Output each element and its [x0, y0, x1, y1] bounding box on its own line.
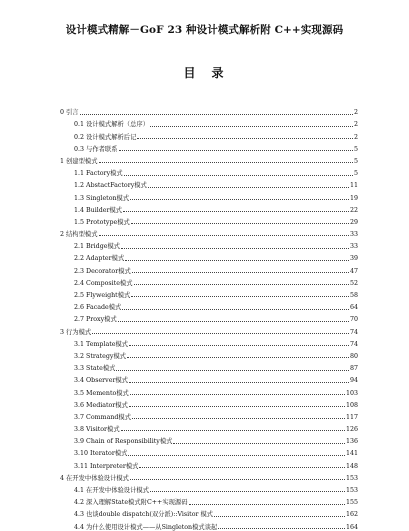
toc-entry-title: 4.3 也谈double dispatch(双分派)::Visitor 模式: [74, 511, 214, 519]
toc-entry-title: 3.9 Chain of Responsibility模式: [74, 438, 173, 446]
toc-dot-leader: [150, 491, 345, 492]
toc-section-entry[interactable]: [60, 177, 358, 189]
toc-dot-leader: [131, 223, 349, 224]
toc-entry-title: 3.10 Iterator模式: [74, 450, 128, 458]
toc-entry-title: 4.1 在开发中体验设计模式: [74, 487, 149, 494]
toc-entry-title: 0.1 设计模式解析（总序）: [74, 121, 149, 129]
toc-page-number: 164: [345, 523, 358, 531]
toc-dot-leader: [131, 296, 349, 297]
toc-entry-title: 4.4 为什么使用设计模式——从Singleton模式谈起: [74, 523, 218, 531]
toc-section-entry[interactable]: [60, 421, 358, 433]
toc-entry-title: 3.7 Command模式: [74, 413, 132, 421]
toc-entry-title: 3 行为模式: [60, 328, 92, 336]
toc-dot-leader: [129, 345, 349, 346]
toc-dot-leader: [134, 284, 349, 285]
toc-section-entry[interactable]: [60, 445, 358, 457]
toc-section-entry[interactable]: [60, 506, 358, 518]
toc-entry-title: 2.2 Adapter模式: [74, 255, 125, 263]
toc-page-number: 5: [353, 145, 358, 153]
toc-dot-leader: [139, 467, 345, 468]
toc-page-number: 22: [349, 206, 358, 214]
toc-dot-leader: [129, 406, 345, 407]
toc-dot-leader: [218, 528, 345, 529]
toc-dot-leader: [129, 382, 349, 383]
toc-page-number: 64: [349, 304, 358, 312]
toc-page-number: 70: [349, 316, 358, 324]
toc-dot-leader: [99, 235, 349, 236]
toc-page-number: 136: [345, 438, 358, 446]
toc-entry-title: 3.2 Strategy模式: [74, 352, 127, 360]
toc-page-number: 29: [349, 218, 358, 226]
toc-dot-leader: [80, 114, 353, 115]
toc-page-number: 52: [349, 279, 358, 287]
toc-chapter-entry[interactable]: [60, 226, 358, 238]
toc-entry-title: 2.7 Proxy模式: [74, 316, 117, 324]
toc-dot-leader: [127, 357, 349, 358]
toc-heading: 目 录: [183, 66, 226, 80]
toc-section-entry[interactable]: [60, 128, 358, 140]
toc-entry-title: 2.1 Bridge模式: [74, 243, 121, 251]
toc-dot-leader: [130, 394, 345, 395]
toc-dot-leader: [130, 199, 349, 200]
toc-entry-title: 3.4 Observer模式: [74, 377, 129, 385]
toc-chapter-entry[interactable]: [60, 153, 358, 165]
toc-section-entry[interactable]: [60, 372, 358, 384]
toc-page-number: 162: [345, 511, 358, 519]
toc-page-number: 33: [349, 243, 358, 251]
toc-section-entry[interactable]: [60, 311, 358, 323]
toc-entry-title: 3.3 State模式: [74, 365, 116, 373]
toc-entry-title: 0.3 与作者联系: [74, 145, 118, 153]
toc-dot-leader: [132, 418, 345, 419]
toc-dot-leader: [92, 333, 349, 334]
toc-page-number: 47: [349, 267, 358, 275]
toc-entry-title: 2.4 Composite模式: [74, 279, 133, 287]
toc-dot-leader: [148, 187, 349, 188]
toc-dot-leader: [116, 370, 349, 371]
toc-section-entry[interactable]: [60, 360, 358, 372]
toc-section-entry[interactable]: [60, 275, 358, 287]
toc-dot-leader: [130, 479, 345, 480]
toc-dot-leader: [121, 248, 349, 249]
toc-chapter-entry[interactable]: [60, 104, 358, 116]
toc-entry-title: 1.3 Singleton模式: [74, 194, 130, 202]
toc-section-entry[interactable]: [60, 299, 358, 311]
toc-section-entry[interactable]: [60, 238, 358, 250]
toc-page-number: 5: [353, 157, 358, 165]
toc-section-entry[interactable]: [60, 165, 358, 177]
toc-section-entry[interactable]: [60, 262, 358, 274]
toc-section-entry[interactable]: [60, 250, 358, 262]
toc-dot-leader: [124, 175, 353, 176]
toc-entry-title: 3.8 Visitor模式: [74, 426, 120, 434]
toc-entry-title: 2 结构型模式: [60, 231, 98, 239]
toc-entry-title: 3.5 Memento模式: [74, 389, 129, 397]
toc-page-number: 74: [349, 328, 358, 336]
toc-section-entry[interactable]: [60, 189, 358, 201]
toc-entry-title: 3.1 Template模式: [74, 340, 129, 348]
toc-section-entry[interactable]: [60, 397, 358, 409]
toc-section-entry[interactable]: [60, 433, 358, 445]
toc-dot-leader: [119, 150, 353, 151]
toc-dot-leader: [189, 504, 345, 505]
toc-page-number: 5: [353, 170, 358, 178]
toc-page-number: 58: [349, 292, 358, 299]
toc-dot-leader: [125, 260, 349, 261]
toc-entry-title: 2.6 Facade模式: [74, 304, 122, 312]
toc-page-number: 87: [349, 365, 358, 373]
table-of-contents: [60, 104, 358, 531]
toc-entry-title: 3.6 Mediator模式: [74, 401, 128, 409]
toc-section-entry[interactable]: [60, 336, 358, 348]
toc-entry-title: 2.3 Decorator模式: [74, 267, 131, 275]
toc-section-entry[interactable]: [60, 457, 358, 469]
toc-page-number: 2: [353, 133, 358, 141]
toc-page-number: 108: [345, 401, 358, 409]
toc-page-number: 11: [349, 182, 358, 190]
toc-section-entry[interactable]: [60, 409, 358, 421]
toc-page-number: 2: [353, 121, 358, 129]
toc-entry-title: 0.2 设计模式解析后记: [74, 133, 137, 141]
toc-page-number: 153: [345, 487, 358, 494]
toc-section-entry[interactable]: [60, 202, 358, 214]
toc-dot-leader: [121, 430, 345, 431]
toc-entry-title: 1.2 AbstactFactory模式: [74, 182, 147, 190]
toc-page-number: 2: [353, 109, 358, 117]
toc-entry-title: 0 引言: [60, 109, 79, 117]
toc-entry-title: 4.2 深入理解State模式附C++实现源码: [74, 499, 188, 507]
toc-page-number: 103: [345, 389, 358, 397]
toc-page-number: 80: [349, 352, 358, 360]
toc-page-number: 148: [345, 462, 358, 470]
toc-page-number: 19: [349, 194, 358, 202]
toc-dot-leader: [122, 309, 349, 310]
toc-section-entry[interactable]: [60, 518, 358, 530]
toc-entry-title: 1 创建型模式: [60, 157, 98, 165]
toc-chapter-entry[interactable]: [60, 323, 358, 335]
toc-section-entry[interactable]: [60, 287, 358, 299]
toc-section-entry[interactable]: [60, 116, 358, 128]
toc-page-number: 74: [349, 340, 358, 348]
toc-entry-title: 1.5 Prototype模式: [74, 218, 130, 226]
toc-page-number: 153: [345, 474, 358, 482]
toc-entry-title: 1.1 Factory模式: [74, 170, 123, 178]
toc-section-entry[interactable]: [60, 348, 358, 360]
document-title: 设计模式精解－GoF 23 种设计模式解析附 C++实现源码: [65, 24, 344, 36]
toc-dot-leader: [173, 443, 345, 444]
toc-page-number: 155: [345, 499, 358, 507]
toc-dot-leader: [150, 126, 353, 127]
toc-page-number: 94: [349, 377, 358, 385]
toc-entry-title: 4 在开发中体验设计模式: [60, 474, 129, 482]
toc-entry-title: 1.4 Builder模式: [74, 206, 123, 214]
toc-page-number: 126: [345, 426, 358, 434]
toc-section-entry[interactable]: [60, 214, 358, 226]
toc-dot-leader: [118, 321, 349, 322]
toc-entry-title: 2.5 Flyweight模式: [74, 292, 131, 299]
toc-page-number: 33: [349, 231, 358, 239]
toc-dot-leader: [132, 272, 349, 273]
toc-page-number: 39: [349, 255, 358, 263]
toc-entry-title: 3.11 Interpreter模式: [74, 462, 139, 470]
toc-dot-leader: [99, 162, 353, 163]
toc-dot-leader: [214, 516, 345, 517]
toc-page-number: 141: [345, 450, 358, 458]
toc-dot-leader: [123, 211, 349, 212]
toc-page-number: 117: [345, 413, 358, 421]
toc-chapter-entry[interactable]: [60, 470, 358, 482]
toc-section-entry[interactable]: [60, 384, 358, 396]
toc-dot-leader: [137, 138, 353, 139]
toc-dot-leader: [128, 455, 345, 456]
toc-section-entry[interactable]: [60, 494, 358, 506]
toc-section-entry[interactable]: [60, 482, 358, 494]
toc-section-entry[interactable]: [60, 141, 358, 153]
